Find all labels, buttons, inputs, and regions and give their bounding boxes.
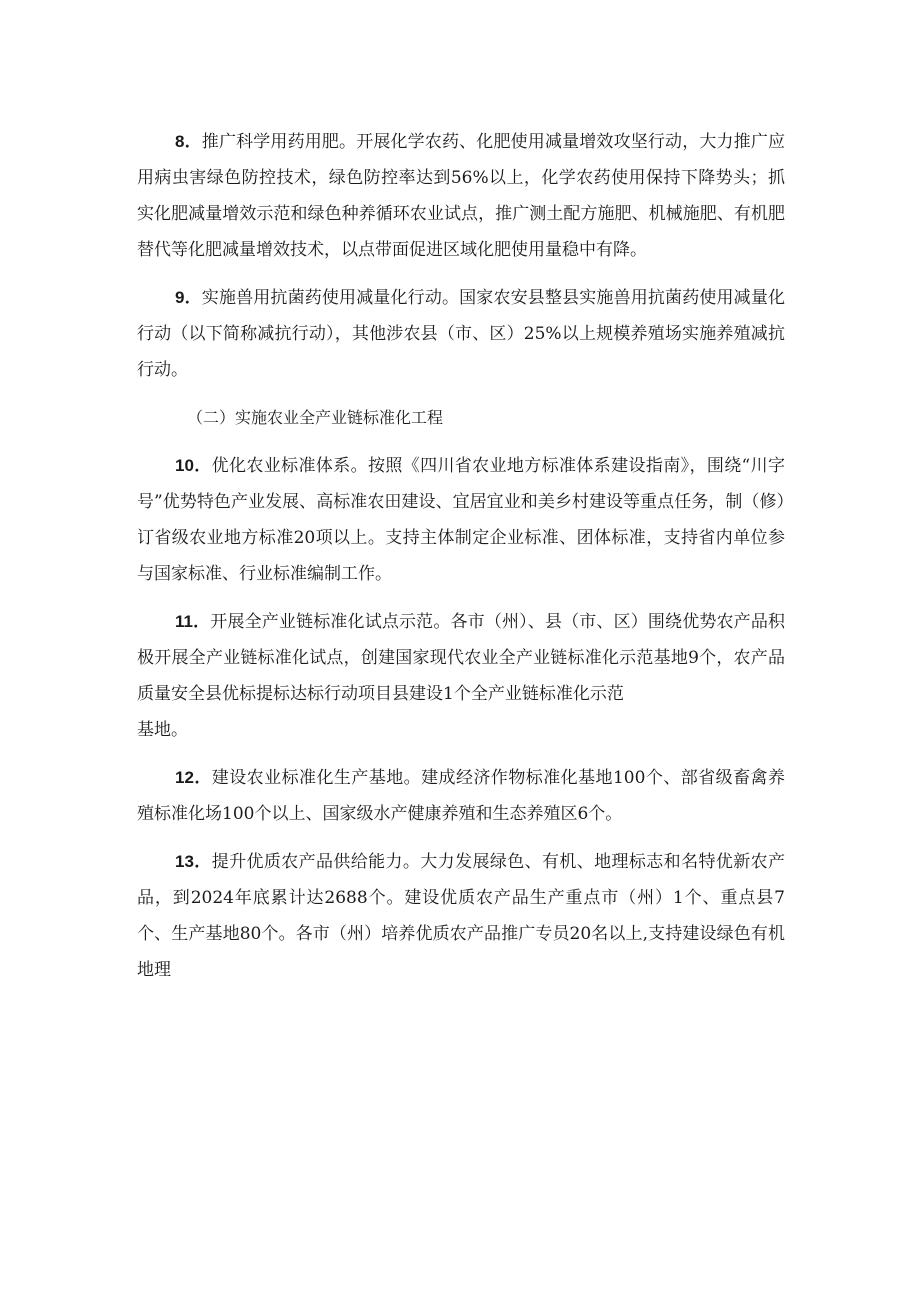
paragraph-text: 建设农业标准化生产基地。建成经济作物标准化基地100个、部省级畜禽养殖标准化场100个以上、国家级水产健康养殖和生态养殖区6个。 — [137, 768, 785, 824]
paragraph-text: 开展全产业链标准化试点示范。各市（州）、县（市、区）围绕优势农产品积极开展全产业链标准化试点，创建国家现代农业全产业链标准化示范基地9个，农产品质量安全县优标提标达标行动项目县建设1个全产业链标准化示范 — [137, 612, 785, 704]
paragraph-text: 提升优质农产品供给能力。大力发展绿色、有机、地理标志和名特优新农产品，到2024年底累计达2688个。建设优质农产品生产重点市（州）1个、重点县7个、生产基地80个。各市（州）培养优质农产品推广专员20名以上,支持建设绿色有机地理 — [137, 852, 785, 980]
paragraph-text: 优化农业标准体系。按照《四川省农业地方标准体系建设指南》，围绕“川字号”优势特色产业发展、高标准农田建设、宜居宜业和美乡村建设等重点任务，制（修）订省级农业地方标准20项以上。支持主体制定企业标准、团体标准，支持省内单位参与国家标准、行业标准编制工作。 — [137, 456, 785, 584]
paragraph-10 — [137, 448, 785, 592]
paragraph-text: 推广科学用药用肥。开展化学农药、化肥使用减量增效攻坚行动，大力推广应用病虫害绿色防控技术，绿色防控率达到56%以上，化学农药使用保持下降势头；抓实化肥减量增效示范和绿色种养循环农业试点，推广测土配方施肥、机械施肥、有机肥替代等化肥减量增效技术，以点带面促进区域化肥使用量稳中有降。 — [137, 132, 785, 260]
item-number: 12． — [175, 768, 212, 787]
item-number: 10． — [175, 456, 212, 475]
paragraph-9 — [137, 280, 785, 388]
section-heading: （二）实施农业全产业链标准化工程 — [187, 408, 444, 427]
item-number: 8． — [175, 132, 202, 151]
paragraph-11 — [137, 604, 785, 712]
item-number: 11． — [175, 612, 211, 631]
paragraph-13 — [137, 844, 785, 988]
item-number: 9． — [175, 288, 202, 307]
paragraph-text: 实施兽用抗菌药使用减量化行动。国家农安县整县实施兽用抗菌药使用减量化行动（以下简称减抗行动），其他涉农县（市、区）25%以上规模养殖场实施养殖减抗行动。 — [137, 288, 785, 380]
orphan-line: 基地。 — [137, 720, 188, 740]
paragraph-8 — [137, 124, 785, 268]
document-page — [137, 124, 785, 1000]
paragraph-12 — [137, 760, 785, 832]
item-number: 13． — [175, 852, 212, 871]
